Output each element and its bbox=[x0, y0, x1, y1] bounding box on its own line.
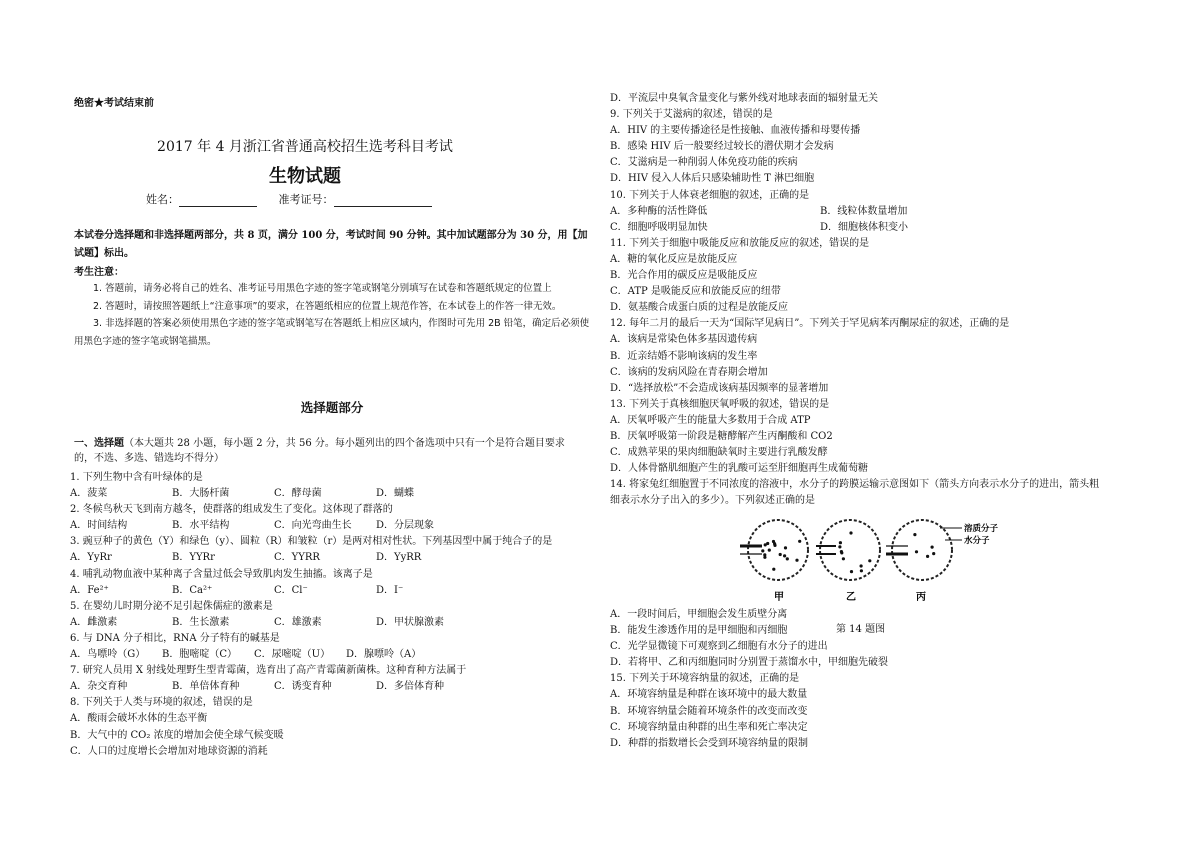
option: D．甲状腺激素 bbox=[376, 616, 445, 628]
question-line: B．大气中的 CO₂ 浓度的增加会使全球气候变暖 bbox=[70, 729, 284, 741]
question-line: 7. 研究人员用 X 射线处理野生型青霉菌，选育出了高产青霉菌新菌株。这种育种方法属于 bbox=[70, 665, 467, 677]
solute-molecule bbox=[838, 545, 841, 548]
question-line: 8. 下列关于人类与环境的叙述，错误的是 bbox=[70, 697, 253, 709]
question-line: 4. 哺乳动物血液中某种离子含量过低会导致肌肉发生抽搐。该离子是 bbox=[70, 568, 373, 580]
solute-dots bbox=[761, 531, 935, 573]
question-line: B．光合作用的碳反应是吸能反应 bbox=[610, 270, 758, 282]
option: A．YyRr bbox=[70, 552, 112, 564]
option: B．线粒体数量增加 bbox=[820, 205, 908, 217]
solute-molecule bbox=[913, 533, 916, 536]
question-line: D．氨基酸合成蛋白质的过程是放能反应 bbox=[610, 302, 789, 314]
question-line: C．成熟苹果的果肉细胞缺氧时主要进行乳酸发酵 bbox=[610, 447, 828, 459]
option: C．细胞呼吸明显加快 bbox=[610, 221, 708, 233]
option: C．尿嘧啶（U） bbox=[254, 649, 331, 661]
question-line: C．环境容纳量由种群的出生率和死亡率决定 bbox=[610, 721, 808, 733]
exam-title: 2017 年 4 月浙江省普通高校招生选考科目考试 bbox=[157, 139, 453, 155]
water-arrows bbox=[740, 546, 908, 554]
option-row bbox=[610, 204, 1180, 220]
question-line: A．糖的氧化反应是放能反应 bbox=[610, 253, 738, 265]
option-row bbox=[70, 518, 590, 534]
question-line: D．“选择放松”不会造成该病基因频率的显著增加 bbox=[610, 382, 829, 394]
option: A．雌激素 bbox=[70, 616, 118, 628]
question-line: A．厌氧呼吸产生的能量大多数用于合成 ATP bbox=[610, 414, 811, 426]
solute-molecule bbox=[915, 550, 918, 553]
question-line: 13. 下列关于真核细胞厌氧呼吸的叙述，错误的是 bbox=[610, 398, 830, 410]
solute-molecule bbox=[839, 541, 842, 544]
question-line: A．酸雨会破坏水体的生态平衡 bbox=[70, 713, 208, 725]
question-line: 9. 下列关于艾滋病的叙述，错误的是 bbox=[610, 109, 773, 121]
question-line: C．该病的发病风险在青春期会增加 bbox=[610, 366, 768, 378]
candidate-info bbox=[146, 191, 432, 207]
id-blank bbox=[334, 206, 432, 207]
question-line: C．人口的过度增长会增加对地球资源的消耗 bbox=[70, 745, 268, 757]
solute-molecule bbox=[840, 550, 843, 553]
solute-molecule bbox=[768, 549, 771, 552]
left-question-column bbox=[70, 470, 590, 760]
question-line: 10. 下列关于人体衰老细胞的叙述，正确的是 bbox=[610, 189, 810, 201]
question-line: D．HIV 侵入人体后只感染辅助性 T 淋巴细胞 bbox=[610, 173, 815, 185]
label-bing: 丙 bbox=[916, 592, 926, 603]
note-item: 3. 非选择题的答案必须使用黑色字迹的签字笔或钢笔写在答题纸上相应区域内，作图时可先用 2B 铅笔，确定后必须使用黑色字迹的签字笔或钢笔描黑。 bbox=[74, 318, 590, 347]
option: A．Fe²⁺ bbox=[70, 584, 109, 596]
question-line: 细表示水分子出入的多少）。下列叙述正确的是 bbox=[610, 495, 815, 507]
exam-intro: 本试卷分选择题和非选择题两部分，共 8 页，满分 100 分，考试时间 90 分钟。其中加试题部分为 30 分，用【加试题】标出。 bbox=[74, 230, 588, 259]
part-desc: （本大题共 28 小题，每小题 2 分，共 56 分。每小题列出的四个备选项中只有一个是符合题目要求的，不选、多选、错选均不得分） bbox=[74, 438, 565, 464]
option-row bbox=[70, 550, 590, 566]
question-line: C．ATP 是吸能反应和放能反应的纽带 bbox=[610, 286, 781, 298]
option: C．雄激素 bbox=[274, 616, 322, 628]
question-line: D．人体骨骼肌细胞产生的乳酸可运至肝细胞再生成葡萄糖 bbox=[610, 463, 869, 475]
option: A．杂交育种 bbox=[70, 681, 128, 693]
option: B．胞嘧啶（C） bbox=[162, 649, 237, 661]
question-line: 15. 下列关于环境容纳量的叙述，正确的是 bbox=[610, 673, 800, 685]
option: D．I⁻ bbox=[376, 584, 404, 596]
option: D．分层现象 bbox=[376, 520, 435, 532]
option: C．Cl⁻ bbox=[274, 584, 308, 596]
right-question-column-bottom bbox=[610, 607, 1180, 752]
notes-heading: 考生注意： bbox=[74, 267, 124, 278]
id-label: 准考证号： bbox=[278, 193, 334, 206]
figure-caption: 第 14 题图 bbox=[836, 624, 886, 635]
question-line: D．种群的指数增长会受到环境容纳量的限制 bbox=[610, 737, 809, 749]
solute-molecule bbox=[932, 552, 935, 555]
option-row bbox=[70, 647, 590, 663]
name-label: 姓名： bbox=[146, 193, 179, 206]
option: B．单倍体育种 bbox=[172, 681, 240, 693]
question-line: B．环境容纳量会随着环境条件的改变而改变 bbox=[610, 705, 808, 717]
name-blank bbox=[179, 206, 257, 207]
solute-molecule bbox=[786, 557, 789, 560]
option-row bbox=[70, 486, 590, 502]
cell-yi bbox=[820, 520, 880, 580]
option-row bbox=[70, 615, 590, 631]
part-label: 一、选择题 bbox=[74, 438, 124, 449]
part-heading bbox=[74, 436, 584, 466]
option: D．蝴蝶 bbox=[376, 488, 415, 500]
note-item: 2. 答题时，请按照答题纸上“注意事项”的要求，在答题纸相应的位置上规范作答，在本试卷上的作答一律无效。 bbox=[93, 300, 562, 312]
option: B．水平结构 bbox=[172, 520, 230, 532]
right-question-column-top bbox=[610, 91, 1180, 509]
question-line: D．平流层中臭氧含量变化与紫外线对地球表面的辐射量无关 bbox=[610, 93, 879, 104]
solute-molecule bbox=[764, 543, 767, 546]
option: D．YyRR bbox=[376, 552, 422, 564]
question-line: A．HIV 的主要传播途径是性接触、血液传播和母婴传播 bbox=[610, 125, 861, 137]
solute-molecule bbox=[783, 554, 786, 557]
option-row bbox=[70, 679, 590, 695]
solute-molecule bbox=[842, 557, 845, 560]
option: C．YYRR bbox=[274, 552, 320, 564]
question-line: B．感染 HIV 后一般要经过较长的潜伏期才会发病 bbox=[610, 141, 834, 153]
question-line: C．光学显微镜下可观察到乙细胞有水分子的进出 bbox=[610, 641, 828, 653]
solute-molecule bbox=[850, 570, 853, 573]
solute-molecule bbox=[926, 555, 929, 558]
solute-molecule bbox=[772, 568, 775, 571]
question-line: B．能发生渗透作用的是甲细胞和丙细胞 bbox=[610, 625, 788, 637]
option: A．鸟嘌呤（G） bbox=[70, 649, 146, 661]
option: C．酵母菌 bbox=[274, 488, 322, 500]
option: B．大肠杆菌 bbox=[172, 488, 230, 500]
option: A．时间结构 bbox=[70, 520, 128, 532]
option-row bbox=[70, 583, 590, 599]
question-line: D．若将甲、乙和丙细胞同时分别置于蒸馏水中，甲细胞先破裂 bbox=[610, 657, 889, 669]
subject-title: 生物试题 bbox=[269, 166, 341, 187]
question-line: A．该病是常染色体多基因遗传病 bbox=[610, 334, 758, 346]
question-line: 14. 将家兔红细胞置于不同浓度的溶液中，水分子的跨膜运输示意图如下（箭头方向表示水分子的进出，箭头粗 bbox=[610, 479, 1100, 491]
question-line: B．厌氧呼吸第一阶段是糖酵解产生丙酮酸和 CO2 bbox=[610, 430, 833, 442]
question-line: 2. 冬候鸟秋天飞到南方越冬，使群落的组成发生了变化。这体现了群落的 bbox=[70, 504, 393, 516]
solute-molecule bbox=[860, 564, 863, 567]
question-line: A．环境容纳量是种群在该环境中的最大数量 bbox=[610, 689, 808, 701]
question-line: 1. 下列生物中含有叶绿体的是 bbox=[70, 472, 203, 483]
solute-molecule bbox=[772, 540, 775, 543]
question-line: 6. 与 DNA 分子相比，RNA 分子特有的碱基是 bbox=[70, 632, 280, 644]
solute-molecule bbox=[779, 553, 782, 556]
label-yi: 乙 bbox=[846, 592, 856, 603]
cell-jia bbox=[748, 520, 808, 580]
question-line: A．一段时间后，甲细胞会发生质壁分离 bbox=[610, 609, 788, 620]
option: D．多倍体育种 bbox=[376, 681, 445, 693]
label-jia: 甲 bbox=[774, 592, 784, 603]
option: A．多种酶的活性降低 bbox=[610, 205, 708, 217]
question-line: 11. 下列关于细胞中吸能反应和放能反应的叙述，错误的是 bbox=[610, 237, 870, 249]
cell-bing bbox=[892, 520, 952, 580]
solute-molecule bbox=[849, 531, 852, 534]
option: B．生长激素 bbox=[172, 616, 230, 628]
solute-molecule bbox=[868, 559, 871, 562]
legend-solute-label: 溶质分子 bbox=[964, 524, 999, 534]
option: A．菠菜 bbox=[70, 488, 108, 500]
solute-molecule bbox=[795, 559, 798, 562]
solute-molecule bbox=[784, 546, 787, 549]
section-title: 选择题部分 bbox=[300, 400, 364, 415]
question-line: 12. 每年二月的最后一天为“国际罕见病日”。下列关于罕见病苯丙酮尿症的叙述，正确的是 bbox=[610, 318, 1010, 330]
option-row bbox=[610, 220, 1180, 236]
notes-list bbox=[74, 280, 590, 350]
question-line: 5. 在婴幼儿时期分泌不足引起侏儒症的激素是 bbox=[70, 600, 273, 612]
option: C．诱变育种 bbox=[274, 681, 332, 693]
figure-14 bbox=[740, 510, 1040, 606]
solute-molecule bbox=[761, 549, 764, 552]
question-line: C．艾滋病是一种削弱人体免疫功能的疾病 bbox=[610, 157, 798, 169]
option: B．YYRr bbox=[172, 552, 215, 564]
solute-molecule bbox=[860, 569, 863, 572]
solute-molecule bbox=[931, 546, 934, 549]
option: B．Ca²⁺ bbox=[172, 584, 213, 596]
option: D．细胞核体积变小 bbox=[820, 221, 909, 233]
option: C．向光弯曲生长 bbox=[274, 520, 352, 532]
question-line: 3. 豌豆种子的黄色（Y）和绿色（y）、圆粒（R）和皱粒（r）是两对相对性状。下列基因型中属于纯合子的是 bbox=[70, 536, 553, 548]
legend-water-label: 水分子 bbox=[964, 536, 990, 546]
note-item: 1. 答题前，请务必将自己的姓名、准考证号用黑色字迹的签字笔或钢笔分别填写在试卷和答题纸规定的位置上 bbox=[93, 283, 552, 294]
question-line: B．近亲结婚不影响该病的发生率 bbox=[610, 350, 758, 362]
solute-molecule bbox=[763, 556, 766, 559]
confidential-mark: 绝密★考试结束前 bbox=[74, 98, 154, 109]
option: D．腺嘌呤（A） bbox=[346, 649, 422, 661]
solute-molecule bbox=[798, 540, 801, 543]
